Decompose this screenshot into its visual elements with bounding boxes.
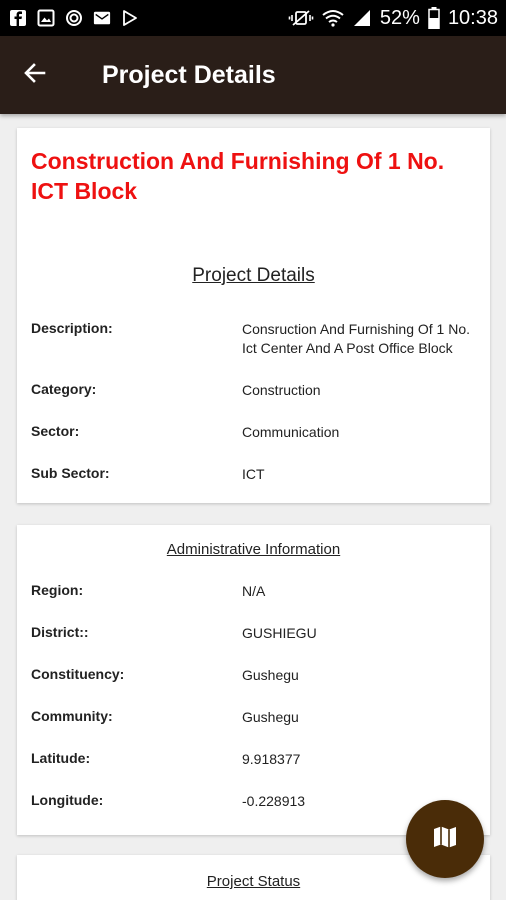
project-status-heading: Project Status xyxy=(206,873,301,890)
admin-value: Gushegu xyxy=(242,709,299,725)
admin-row-community xyxy=(31,708,486,727)
admin-label: Community: xyxy=(31,708,113,724)
detail-value: ICT xyxy=(242,466,265,482)
admin-label: Region: xyxy=(31,582,84,598)
detail-label: Sub Sector: xyxy=(31,465,110,481)
status-bar xyxy=(0,0,506,36)
project-details-card xyxy=(17,128,490,503)
admin-label: Constituency: xyxy=(31,666,125,682)
detail-row-description xyxy=(31,320,486,358)
admin-value: GUSHIEGU xyxy=(242,625,317,641)
admin-row-region xyxy=(31,582,486,601)
play-store-icon xyxy=(121,9,139,27)
map-icon xyxy=(432,824,458,855)
arrow-back-icon xyxy=(23,61,47,90)
project-details-heading: Project Details xyxy=(192,265,315,286)
admin-row-constituency xyxy=(31,666,486,685)
notification-icons xyxy=(0,9,139,27)
admin-value: N/A xyxy=(242,583,266,599)
admin-label: Longitude: xyxy=(31,792,104,808)
sync-icon xyxy=(65,9,83,27)
detail-value: Construction xyxy=(242,382,321,398)
system-status xyxy=(288,7,506,30)
image-icon xyxy=(37,9,55,27)
battery-icon xyxy=(428,7,440,29)
admin-row-longitude xyxy=(31,792,486,811)
wifi-icon xyxy=(322,9,344,27)
clock: 10:38 xyxy=(447,6,498,29)
detail-row-sector xyxy=(31,423,486,442)
administrative-info-card xyxy=(17,525,490,835)
content-scroll[interactable] xyxy=(0,114,506,900)
detail-label: Sector: xyxy=(31,423,80,439)
admin-value: -0.228913 xyxy=(242,793,306,809)
detail-row-category xyxy=(31,381,486,400)
detail-row-sub-sector xyxy=(31,465,486,484)
admin-label: Latitude: xyxy=(31,750,91,766)
mail-icon xyxy=(93,9,111,27)
vibrate-mute-icon xyxy=(288,9,314,27)
detail-label: Description: xyxy=(31,320,113,336)
admin-row-district xyxy=(31,624,486,643)
back-button[interactable] xyxy=(0,36,70,114)
administrative-info-heading: Administrative Information xyxy=(166,541,341,558)
admin-row-latitude xyxy=(31,750,486,769)
battery-percentage: 52% xyxy=(379,6,420,29)
admin-value: Gushegu xyxy=(242,667,299,683)
admin-label: District:: xyxy=(31,624,89,640)
detail-value: Consruction And Furnishing Of 1 No. Ict Center And A Post Office Block xyxy=(242,321,471,356)
facebook-icon xyxy=(9,9,27,27)
signal-icon xyxy=(352,9,372,27)
project-title: Construction And Furnishing Of 1 No. ICT Block xyxy=(31,148,445,204)
app-bar xyxy=(0,36,506,114)
page-title: Project Details xyxy=(102,60,276,89)
detail-label: Category: xyxy=(31,381,97,397)
map-button[interactable] xyxy=(406,800,484,878)
admin-value: 9.918377 xyxy=(242,751,301,767)
detail-value: Communication xyxy=(242,424,340,440)
